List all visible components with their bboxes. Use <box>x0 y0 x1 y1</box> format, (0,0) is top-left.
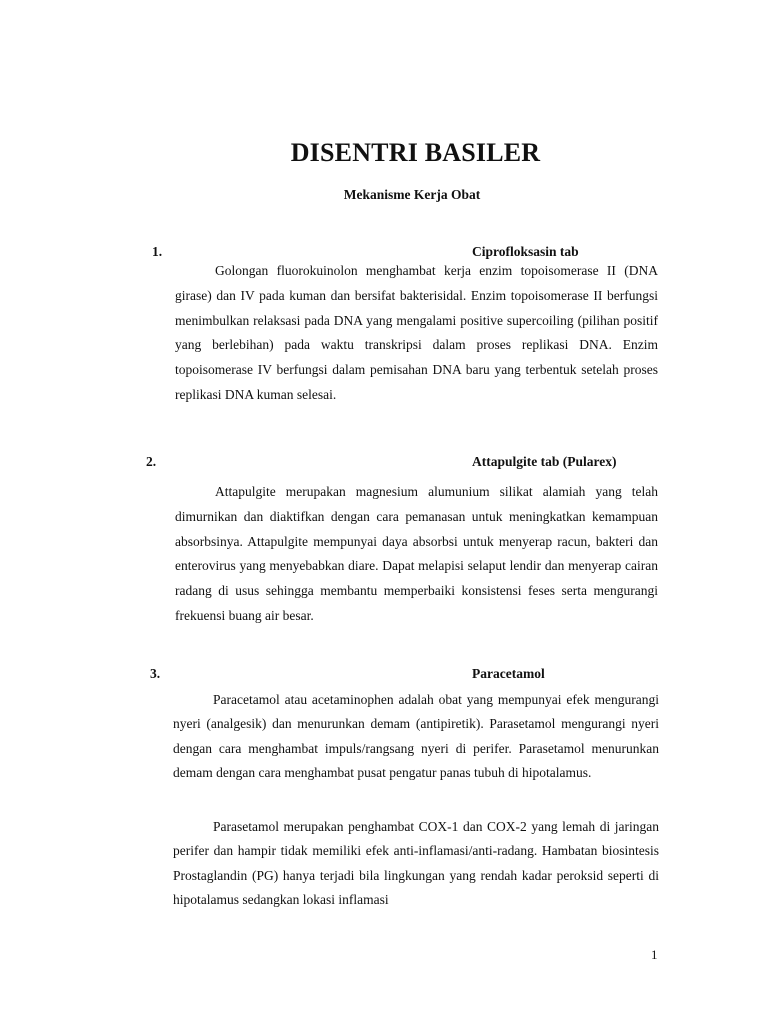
document-title: DISENTRI BASILER <box>290 138 541 167</box>
section-3-paragraph-1: Paracetamol atau acetaminophen adalah obat yang mempunyai efek mengurangi nyeri (analgesik) dan menurunkan demam (antipiretik). Parasetamol mengurangi nyeri dengan cara menghambat impuls/rangsang nyeri di perifer. Parasetamol menurunkan demam dengan cara menghambat pusat pengatur panas tubuh di hipotalamus. <box>173 692 659 780</box>
document-subtitle: Mekanisme Kerja Obat <box>343 187 481 202</box>
section-2-heading: Attapulgite tab (Pularex) <box>472 454 617 469</box>
section-2-paragraph-1: Attapulgite merupakan magnesium alumunium silikat alamiah yang telah dimurnikan dan diaktifkan dengan cara pemanasan untuk meningkatkan kemampuan absorbsinya. Attapulgite mempunyai daya absorbsi untuk menyerap racun, bakteri dan enterovirus yang menyebabkan diare. Dapat melapisi selaput lendir dan menyerap cairan radang di usus sehingga membantu memperbaiki konsistensi feses serta mengurangi frekuensi buang air besar. <box>175 484 658 623</box>
section-3-number: 3. <box>150 666 161 681</box>
page-number: 1 <box>651 947 658 962</box>
section-3-heading: Paracetamol <box>472 666 545 681</box>
section-1-number: 1. <box>152 244 163 259</box>
section-2-number: 2. <box>146 454 157 469</box>
section-1-heading: Ciprofloksasin tab <box>472 244 579 259</box>
section-3-paragraph-2: Parasetamol merupakan penghambat COX-1 dan COX-2 yang lemah di jaringan perifer dan hampir tidak memiliki efek anti-inflamasi/anti-radang. Hambatan biosintesis Prostaglandin (PG) hanya terjadi bila lingkungan yang rendah kadar peroksid seperti di hipotalamus sedangkan lokasi inflamasi <box>173 819 659 907</box>
section-1-paragraph-1: Golongan fluorokuinolon menghambat kerja enzim topoisomerase II (DNA girase) dan IV pada kuman dan bersifat bakterisidal. Enzim topoisomerase II berfungsi menimbulkan relaksasi pada DNA yang mengalami positive supercoiling (pilihan positif yang berlebihan) pada waktu transkripsi dalam proses replikasi DNA. Enzim topoisomerase IV berfungsi dalam pemisahan DNA baru yang terbentuk setelah proses replikasi DNA kuman selesai. <box>175 263 658 402</box>
